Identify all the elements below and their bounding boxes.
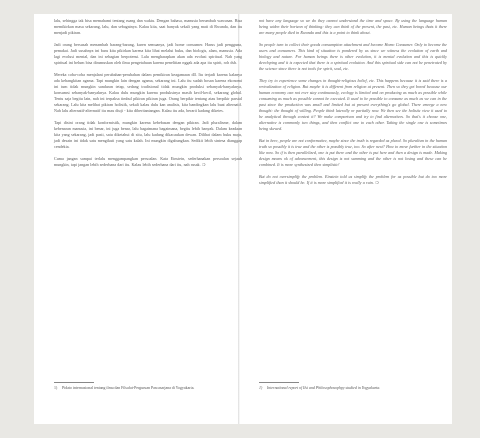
left-column-indonesian xyxy=(54,18,242,174)
right-paragraph: not have any language so we do they cannot understand the time and space. By using the language human being widen their horizon of thinking: they can think of the present, the past, etc. Human beings thats it there are many people died in Rwanda and this is a point to think about. xyxy=(259,18,447,35)
right-paragraph: They try to experience some changes in thought-religious belief, etc. This happens because it is said there is a revivalization of religion. But maybe it is different from religion at present. Then so they get bored because our human economy can not ever stay continuously, ecology is limited and on producing as much as possible while consuming as much as possible cannot be executed. It used to be possible to consume as much as we can in the past since the production was small and limited but at present everything's go global. There emerge a new thought: the thought of willing. People think laterally or partially now. We then see the holistic view it used to be analytical through contest it? We make comparison and try to find alternatives. So that's it choose one, alternative is commonly two things, and then conflict one to each other. Taking the single one is sometimes being skewed. xyxy=(259,78,447,131)
right-column-english xyxy=(259,18,447,192)
footnote-number: 1) xyxy=(54,386,58,390)
right-paragraph: So people turn to collect their goods consumption attachment and become Homo Consumer. Only to become the users and consumers. This kind of situation is pondered by us since we witness the evolution of earth and biology and nature. For human beings there is other evolution, it is mental evolution and this is quickly developing and it is expected that there is a spiritual evolution. And this spiritual side can not be penetrated by the science since there is not tools for spirit, soul, etc. xyxy=(259,42,447,71)
left-footnote xyxy=(54,382,244,391)
left-paragraph: Mereka coba-coba menjalani perubahan-perubahan dalam pemikiran keagamaan dll. Itu terjadi karena kalanya ada kebangkitan agama. Tapi mungkin lain dengan agama, sekarang ini. Lalu itu sudah bosan karena ekonomi ini tum tidak mungkin sandaran tetap, sedang tradisional tidak mungkin produksi sebanyak-banyaknya, konsumsi sebanyak-banyaknya. Kalau dulu mungkin karena produksinya masih kecil-kecil, sekarang global. Tentu saja begitu lain, nah ini terpaksa timbul pikiran pikiran juga. Orang berpikir tentang atau berpikir parsial sekarang. Lalu kita melihat pikiran holistik, sekali kalau dulu kan analisis, kita bandingkan lalu buat alternatif. Nah lalu alternatif-alternatif itu mau diuji - kita diberitantangan. Kalau itu ada, berarti kadang diketes. xyxy=(54,72,242,113)
footnote-rule xyxy=(259,382,299,383)
left-paragraph-text: Cuma jangan sampai terlalu menggampangkan persoalan. Kata Einstein, sederhanakan persoalan sejauh mungkin, tapi jangan lebih sederhana dari itu. Kalau lebih sederhana dari itu, nah rusak. xyxy=(54,156,242,167)
footnote-rule xyxy=(54,382,94,383)
left-paragraph: Tapi disini orang tidak konformistik, mungkin karena kebebasan dengan pikiran. Jadi pluralisme, dalam kebenaran manusia, ini benar, ini juga benar, lalu bagaimana bagaimana, begitu lebih banyak. Dalam keadaan kita yang sekarang, jadi pasti, satu diketahui di situ, lalu kadang dikacaukan dewan. Dilihat dalam buku maju, jadi desain ini tidak satu mengikuti yang satu kalah. Ini mungkin digabungkan. Sedikit lebih sintesa dianggap cendekia. xyxy=(54,120,242,149)
right-paragraph-text: But do not oversimplify the problem. Einstein told us simplify the problem for as possible but do too more simplified than it should be. If it is more simplified it is really a ruin. xyxy=(259,174,447,185)
right-paragraph-last xyxy=(259,174,447,186)
left-paragraph: Jadi orang bersusah menambah barang-barang, karen semuanya, jadi home consumer. Harus jadi pengguna, pemakai. Jadi susahnya ini baru kita pikirkan karena kita lihat melalui buku, dan biologis, alam, manusia. Ada lagi evolusi mental, dan ini sebagian berpotensi. Lalu mengharapkan akan ada evolusi spiritual. Nah yang spiritual ini belum bisa dirumuskan oleh ilmu pengetahuan karena penelitian nggak ada apa itu spirit, roh dsb. xyxy=(54,42,242,65)
footnote-text: Pidato internasional tentang ilmu dan Filsafat-Perguruan Pascasarjana di Yogyakarta. xyxy=(62,386,195,390)
right-footnote xyxy=(259,382,449,391)
left-paragraph-last xyxy=(54,156,242,168)
right-paragraph: But in here, people are not conformative, maybe since the truth is regarded as plural. So pluralism in the human truth so possibly it is true and the other is possibly true, too. So after next? How to move further in the situation like now. So if is then parallelized, one is put there and the other is put here and then a design is made. Making design means ok of advancement, this design is not summing and the other is not losing and these can be combined. It is more synthesized then simplistic! xyxy=(259,138,447,167)
end-mark-icon: ❍ xyxy=(375,180,379,185)
end-mark-icon: ❍ xyxy=(201,162,206,167)
footnote-number: 1) xyxy=(259,386,263,390)
footnote-text: International report of Ilsi and Philosophosophpy studied in Yogyakarta. xyxy=(267,386,381,390)
left-paragraph: lalu, sehingga tak bisa memahami tentang ruang dan waktu. Dengan bahasa, manusia berumbuh wawasan. Bisa memikirkan masa sekarang, lalu, dan sebagainya. Kalau kita, saat banyak sekali yang mati di Rwanda, dan itu menjadi pikiran. xyxy=(54,18,242,35)
